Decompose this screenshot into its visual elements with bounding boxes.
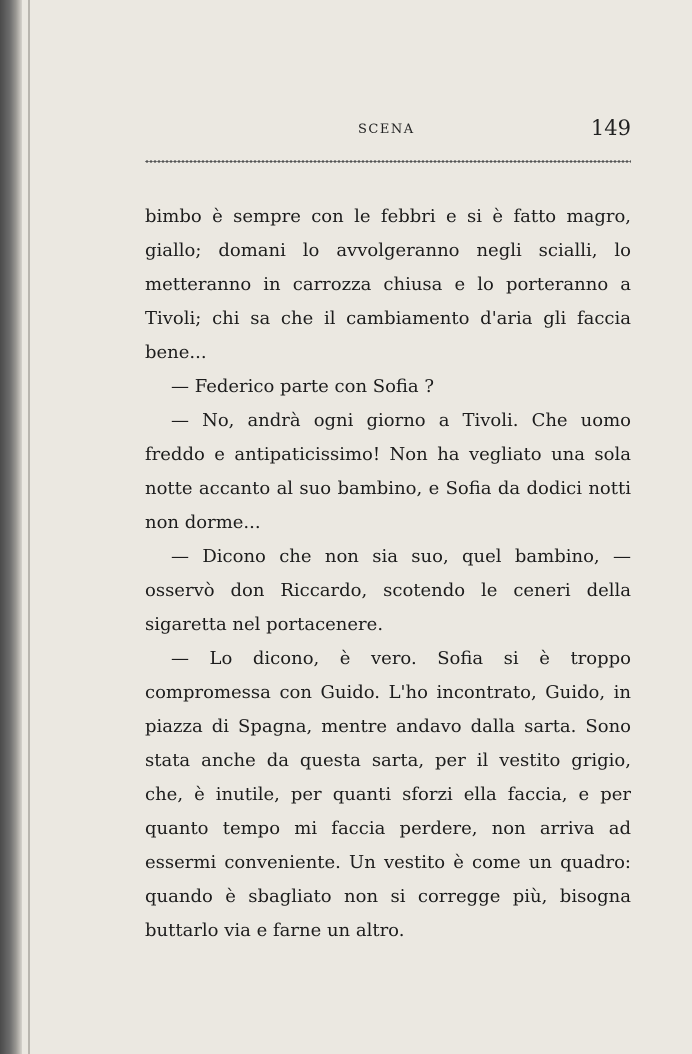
running-head xyxy=(145,116,631,146)
section-title: SCENA xyxy=(358,122,415,137)
paragraph-5: — Lo dicono, è vero. Sofia si è troppo compromessa con Guido. L'ho incontrato, Guido, in piazza di Spagna, mentre andavo dalla sarta. Sono stata anche da questa sarta, per il vestito grigio, che, è inutile, per quanti sforzi ella faccia, e per quanto tempo mi faccia perdere, non arriva ad essermi conveniente. Un vestito è come un quadro: quando è sbagliato non si corregge più, bisogna buttarlo via e farne un altro. xyxy=(145,648,631,941)
page-number: 149 xyxy=(590,116,631,140)
book-spine-shadow xyxy=(0,0,22,1054)
paragraph-2: — Federico parte con Sofia ? xyxy=(171,376,435,397)
ornamental-rule xyxy=(145,157,631,166)
paragraph-1: bimbo è sempre con le febbri e si è fatto magro, giallo; domani lo avvolgeranno negli scialli, lo metteranno in carrozza chiusa e lo porteranno a Tivoli; chi sa che il cambiamento d'aria gli faccia bene... xyxy=(145,206,631,363)
gutter-line xyxy=(28,0,30,1054)
paragraph-4: — Dicono che non sia suo, quel bambino, — osservò don Riccardo, scotendo le ceneri della sigaretta nel portacenere. xyxy=(145,546,631,635)
body-text xyxy=(145,200,631,948)
paragraph-3: — No, andrà ogni giorno a Tivoli. Che uomo freddo e antipaticissimo! Non ha vegliato una sola notte accanto al suo bambino, e Sofia da dodici notti non dorme... xyxy=(145,410,631,533)
